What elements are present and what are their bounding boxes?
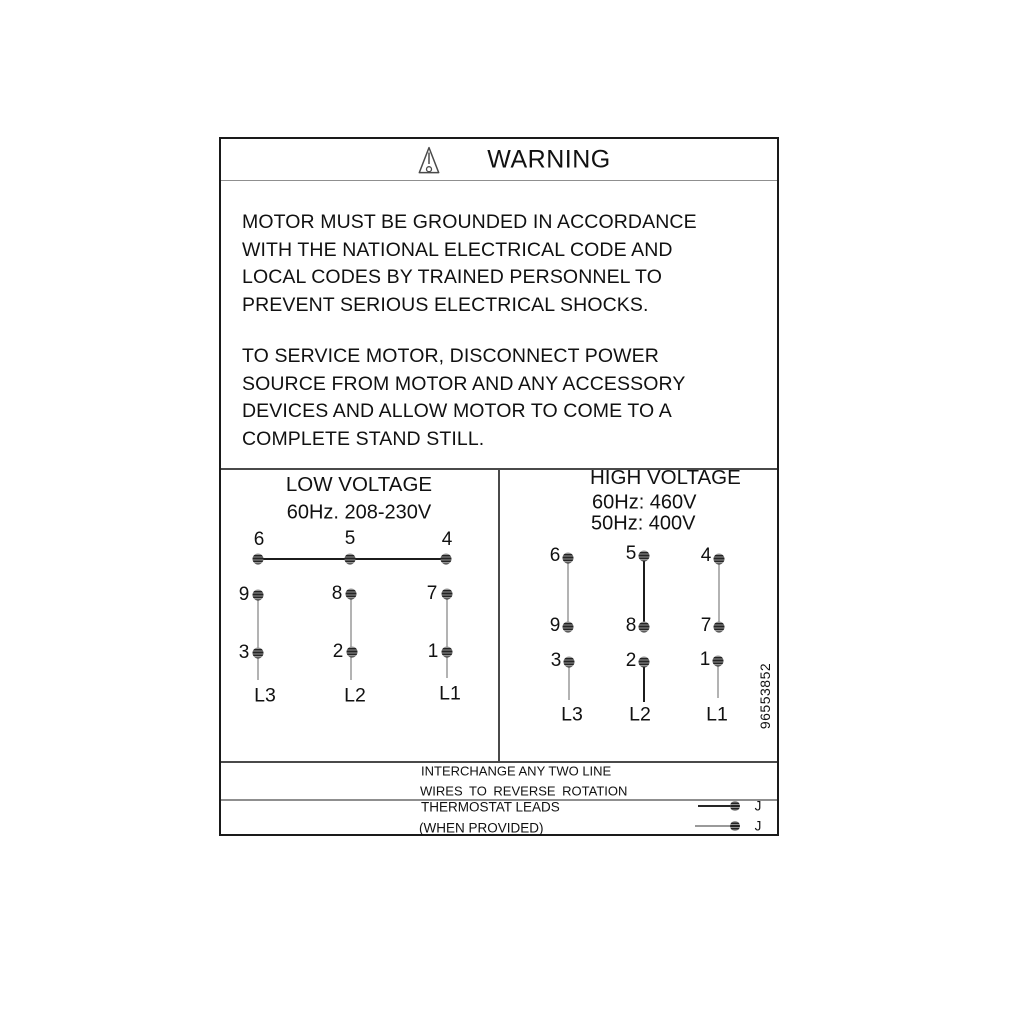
- hv-terminal-8: [639, 622, 650, 633]
- motor-warning-label: [219, 137, 779, 836]
- lv-terminal-label-9: 9: [238, 584, 250, 605]
- warning-header: [221, 139, 777, 181]
- lv-line-label-L2: L2: [344, 684, 366, 707]
- warning-text-line: SOURCE FROM MOTOR AND ANY ACCESSORY: [242, 372, 686, 395]
- lv-terminal-label-5: 5: [344, 528, 356, 549]
- voltage-column-divider: [498, 468, 500, 761]
- lv-col2-wire: [350, 594, 352, 680]
- lv-line-label-L1: L1: [439, 682, 461, 705]
- hv-terminal-label-9: 9: [549, 615, 561, 636]
- hv-terminal-7: [714, 622, 725, 633]
- warning-text-line: WITH THE NATIONAL ELECTRICAL CODE AND: [242, 238, 673, 261]
- footer-divider-1: [221, 761, 777, 763]
- warning-title: WARNING: [487, 145, 611, 174]
- hv-line-stub-L2: [643, 662, 645, 702]
- lv-terminal-8: [346, 589, 357, 600]
- thermostat-lead1-terminal: [730, 801, 740, 811]
- low-voltage-subtitle: 60Hz. 208-230V: [286, 501, 432, 524]
- warning-text-line: PREVENT SERIOUS ELECTRICAL SHOCKS.: [242, 293, 649, 316]
- warning-text-line: DEVICES AND ALLOW MOTOR TO COME TO A: [242, 400, 672, 422]
- thermostat-note-line2: (WHEN PROVIDED): [419, 820, 544, 836]
- lv-line-label-L3: L3: [254, 684, 276, 707]
- hv-terminal-label-2: 2: [625, 650, 637, 671]
- hv-col1-wire: [567, 558, 569, 627]
- hv-terminal-2: [639, 657, 650, 668]
- hv-line-label-L2: L2: [629, 703, 651, 726]
- warning-triangle-icon: [418, 146, 440, 175]
- lv-terminal-2: [347, 647, 358, 658]
- lv-terminal-label-6: 6: [253, 529, 265, 550]
- hv-line-stub-L1: [717, 662, 719, 698]
- lv-terminal-label-2: 2: [332, 641, 344, 662]
- hv-terminal-label-8: 8: [625, 615, 637, 636]
- lv-col3-wire: [446, 594, 448, 678]
- thermostat-lead1-wire: [698, 805, 730, 807]
- lv-col1-wire: [257, 595, 259, 680]
- reverse-rotation-note-line2: WIRES TO REVERSE ROTATION: [420, 783, 628, 799]
- part-number: 96553852: [757, 662, 773, 730]
- warning-paragraph-2: [242, 343, 685, 453]
- lv-terminal-4: [441, 554, 452, 565]
- lv-terminal-7: [442, 589, 453, 600]
- lv-terminal-5: [345, 554, 356, 565]
- hv-terminal-4: [714, 554, 725, 565]
- hv-terminal-label-1: 1: [699, 649, 711, 670]
- lv-terminal-label-7: 7: [426, 583, 438, 604]
- high-voltage-subtitle-60hz: 60Hz: 460V: [592, 491, 697, 514]
- high-voltage-subtitle-50hz: 50Hz: 400V: [591, 512, 696, 535]
- hv-terminal-1: [713, 656, 724, 667]
- lv-terminal-label-1: 1: [427, 641, 439, 662]
- thermostat-lead2-terminal: [730, 821, 740, 831]
- lv-terminal-label-4: 4: [441, 529, 453, 550]
- warning-text-line: LOCAL CODES BY TRAINED PERSONNEL TO: [242, 266, 662, 288]
- warning-paragraph-1: [242, 209, 697, 319]
- reverse-rotation-note-line1: INTERCHANGE ANY TWO LINE: [421, 763, 612, 779]
- warning-text-line: TO SERVICE MOTOR, DISCONNECT POWER: [242, 345, 659, 367]
- thermostat-lead2-label: J: [754, 818, 762, 834]
- hv-line-label-L3: L3: [561, 703, 583, 726]
- lv-terminal-label-8: 8: [331, 583, 343, 604]
- hv-line-label-L1: L1: [706, 703, 728, 726]
- hv-terminal-9: [563, 622, 574, 633]
- thermostat-note-line1: THERMOSTAT LEADS: [421, 799, 560, 815]
- hv-line-stub-L3: [568, 662, 570, 700]
- warning-text-line: MOTOR MUST BE GROUNDED IN ACCORDANCE: [242, 211, 697, 233]
- thermostat-lead2-wire: [695, 825, 730, 827]
- warning-text-line: COMPLETE STAND STILL.: [242, 427, 485, 450]
- hv-terminal-label-3: 3: [550, 650, 562, 671]
- hv-terminal-label-5: 5: [625, 543, 637, 564]
- hv-terminal-label-4: 4: [700, 545, 712, 566]
- hv-col3-wire: [718, 558, 720, 627]
- thermostat-lead1-label: J: [754, 798, 762, 814]
- hv-terminal-6: [563, 553, 574, 564]
- high-voltage-title: HIGH VOLTAGE: [590, 466, 741, 489]
- hv-terminal-label-7: 7: [700, 615, 712, 636]
- hv-terminal-5: [639, 551, 650, 562]
- low-voltage-title: LOW VOLTAGE: [285, 473, 433, 496]
- lv-terminal-3: [253, 648, 264, 659]
- lv-terminal-6: [253, 554, 264, 565]
- lv-terminal-label-3: 3: [238, 642, 250, 663]
- lv-terminal-1: [442, 647, 453, 658]
- hv-col2-wire: [643, 558, 645, 627]
- hv-terminal-label-6: 6: [549, 545, 561, 566]
- hv-terminal-3: [564, 657, 575, 668]
- lv-terminal-9: [253, 590, 264, 601]
